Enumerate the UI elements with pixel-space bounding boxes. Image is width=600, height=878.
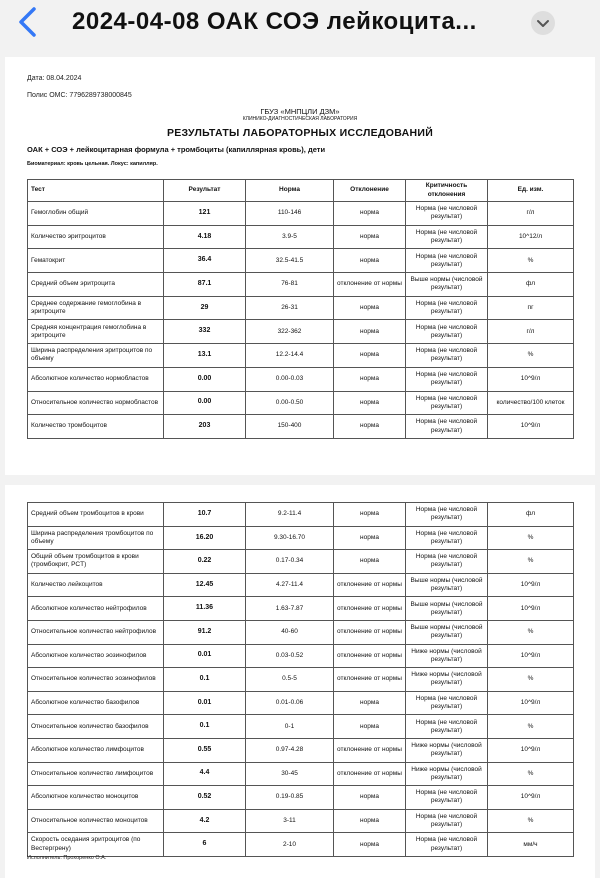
report-heading: РЕЗУЛЬТАТЫ ЛАБОРАТОРНЫХ ИССЛЕДОВАНИЙ [166,127,434,139]
unit-cell: г/л [488,202,574,226]
unit-cell: количество/100 клеток [488,391,574,415]
unit-cell: % [488,715,574,739]
table-row [28,503,574,527]
norm-cell: 40-60 [246,620,334,644]
result-cell: 4.2 [164,809,246,833]
table-row [28,550,574,574]
norm-cell: 4.27-11.4 [246,573,334,597]
criticality-cell: Норма (не числовой результат) [406,344,488,368]
criticality-cell: Норма (не числовой результат) [406,715,488,739]
criticality-cell: Выше нормы (числовой результат) [406,597,488,621]
criticality-cell: Норма (не числовой результат) [406,503,488,527]
criticality-cell: Норма (не числовой результат) [406,786,488,810]
test-name-cell: Гематокрит [28,249,164,273]
criticality-cell: Норма (не числовой результат) [406,833,488,857]
deviation-cell: отклонение от нормы [334,573,406,597]
criticality-cell: Норма (не числовой результат) [406,809,488,833]
test-name-cell: Ширина распределения тромбоцитов по объему [28,526,164,550]
table-row [28,296,574,320]
criticality-cell: Ниже нормы (числовой результат) [406,668,488,692]
result-cell: 11.36 [164,597,246,621]
result-cell: 0.00 [164,391,246,415]
deviation-cell: отклонение от нормы [334,738,406,762]
test-name-cell: Скорость оседания эритроцитов (по Вестергрену) [28,833,164,857]
test-name-cell: Абсолютное количество лимфоцитов [28,738,164,762]
criticality-cell: Выше нормы (числовой результат) [406,273,488,297]
table-row [28,367,574,391]
unit-cell: % [488,526,574,550]
test-name-cell: Абсолютное количество нормобластов [28,367,164,391]
result-cell: 203 [164,415,246,439]
result-cell: 36.4 [164,249,246,273]
column-header: Критичность отклонения [406,180,488,202]
table-row [28,202,574,226]
deviation-cell: отклонение от нормы [334,620,406,644]
table-row [28,715,574,739]
test-name-cell: Среднее содержание гемоглобина в эритроците [28,296,164,320]
unit-cell: % [488,249,574,273]
unit-cell: 10^9/л [488,597,574,621]
laboratory-name: КЛИНИКО-ДИАГНОСТИЧЕСКАЯ ЛАБОРАТОРИЯ [242,116,358,122]
column-header: Результат [164,180,246,202]
test-name-cell: Количество лейкоцитов [28,573,164,597]
result-cell: 16.20 [164,526,246,550]
column-header: Тест [28,180,164,202]
result-cell: 0.00 [164,367,246,391]
test-name-cell: Средняя концентрация гемоглобина в эритроците [28,320,164,344]
unit-cell: пг [488,296,574,320]
unit-cell: 10^9/л [488,786,574,810]
unit-cell: 10^12/л [488,225,574,249]
criticality-cell: Норма (не числовой результат) [406,526,488,550]
test-name-cell: Абсолютное количество моноцитов [28,786,164,810]
criticality-cell: Норма (не числовой результат) [406,249,488,273]
norm-cell: 0.00-0.50 [246,391,334,415]
unit-cell: фл [488,273,574,297]
norm-cell: 0.03-0.52 [246,644,334,668]
executor-name: Исполнитель: Прохоренко О.А. [27,855,107,861]
document-page-2 [5,485,595,878]
norm-cell: 26-31 [246,296,334,320]
unit-cell: 10^9/л [488,691,574,715]
deviation-cell: норма [334,691,406,715]
norm-cell: 0.00-0.03 [246,367,334,391]
deviation-cell: норма [334,715,406,739]
report-date: Дата: 08.04.2024 [27,75,82,82]
test-name-cell: Относительное количество нейтрофилов [28,620,164,644]
unit-cell: мм/ч [488,833,574,857]
deviation-cell: норма [334,367,406,391]
table-row [28,573,574,597]
unit-cell: % [488,550,574,574]
result-cell: 91.2 [164,620,246,644]
result-cell: 4.18 [164,225,246,249]
unit-cell: % [488,344,574,368]
test-name-cell: Абсолютное количество базофилов [28,691,164,715]
deviation-cell: норма [334,503,406,527]
criticality-cell: Норма (не числовой результат) [406,550,488,574]
norm-cell: 0.17-0.34 [246,550,334,574]
test-name-cell: Относительное количество моноцитов [28,809,164,833]
biomaterial-info: Биоматериал: кровь цельная. Локус: капилляр. [27,161,158,167]
result-cell: 332 [164,320,246,344]
deviation-cell: норма [334,225,406,249]
deviation-cell: норма [334,296,406,320]
table-row [28,344,574,368]
table-row [28,597,574,621]
norm-cell: 3-11 [246,809,334,833]
norm-cell: 322-362 [246,320,334,344]
chevron-left-icon [14,6,44,38]
result-cell: 0.55 [164,738,246,762]
column-header: Ед. изм. [488,180,574,202]
insurance-policy: Полис ОМС: 7796289738000845 [27,92,132,99]
test-name-cell: Количество эритроцитов [28,225,164,249]
deviation-cell: норма [334,202,406,226]
test-name-cell: Относительное количество нормобластов [28,391,164,415]
result-cell: 0.52 [164,786,246,810]
table-header-row [28,180,574,202]
test-panel-title: ОАК + СОЭ + лейкоцитарная формула + тромбоциты (капиллярная кровь), дети [27,145,326,154]
norm-cell: 2-10 [246,833,334,857]
table-row [28,620,574,644]
result-cell: 12.45 [164,573,246,597]
result-cell: 0.01 [164,691,246,715]
table-row [28,691,574,715]
test-name-cell: Ширина распределения эритроцитов по объему [28,344,164,368]
deviation-cell: норма [334,786,406,810]
deviation-cell: норма [334,415,406,439]
norm-cell: 32.5-41.5 [246,249,334,273]
norm-cell: 0.97-4.28 [246,738,334,762]
test-name-cell: Относительное количество базофилов [28,715,164,739]
norm-cell: 3.9-5 [246,225,334,249]
back-button[interactable] [14,6,44,38]
norm-cell: 0-1 [246,715,334,739]
result-cell: 121 [164,202,246,226]
table-row [28,225,574,249]
norm-cell: 0.19-0.85 [246,786,334,810]
deviation-cell: норма [334,833,406,857]
criticality-cell: Норма (не числовой результат) [406,296,488,320]
result-cell: 0.1 [164,715,246,739]
deviation-cell: норма [334,249,406,273]
nav-bar [0,0,600,44]
deviation-cell: норма [334,344,406,368]
result-cell: 13.1 [164,344,246,368]
test-name-cell: Гемоглобин общий [28,202,164,226]
norm-cell: 0.01-0.06 [246,691,334,715]
test-name-cell: Общий объем тромбоцитов в крови (тромбокрит, PCT) [28,550,164,574]
table-row [28,668,574,692]
deviation-cell: отклонение от нормы [334,273,406,297]
deviation-cell: норма [334,391,406,415]
result-cell: 6 [164,833,246,857]
criticality-cell: Норма (не числовой результат) [406,367,488,391]
deviation-cell: норма [334,320,406,344]
unit-cell: 10^9/л [488,738,574,762]
deviation-cell: отклонение от нормы [334,644,406,668]
test-name-cell: Количество тромбоцитов [28,415,164,439]
criticality-cell: Норма (не числовой результат) [406,202,488,226]
unit-cell: 10^9/л [488,415,574,439]
table-row [28,320,574,344]
table-row [28,644,574,668]
norm-cell: 110-146 [246,202,334,226]
criticality-cell: Ниже нормы (числовой результат) [406,738,488,762]
table-row [28,738,574,762]
norm-cell: 0.5-5 [246,668,334,692]
table-row [28,786,574,810]
page-title: 2024-04-08 ОАК СОЭ лейкоцита... [72,8,477,35]
criticality-cell: Норма (не числовой результат) [406,225,488,249]
criticality-cell: Норма (не числовой результат) [406,415,488,439]
table-row [28,249,574,273]
test-name-cell: Средний объем эритроцита [28,273,164,297]
unit-cell: 10^9/л [488,644,574,668]
deviation-cell: норма [334,550,406,574]
norm-cell: 76-81 [246,273,334,297]
unit-cell: 10^9/л [488,367,574,391]
unit-cell: 10^9/л [488,573,574,597]
table-body [28,202,574,439]
test-name-cell: Средний объем тромбоцитов в крови [28,503,164,527]
norm-cell: 150-400 [246,415,334,439]
result-cell: 0.01 [164,644,246,668]
table-row [28,809,574,833]
unit-cell: % [488,620,574,644]
result-cell: 87.1 [164,273,246,297]
table-body [28,503,574,857]
unit-cell: % [488,762,574,786]
criticality-cell: Выше нормы (числовой результат) [406,573,488,597]
criticality-cell: Норма (не числовой результат) [406,320,488,344]
organization-name: ГБУЗ «МНПЦЛИ ДЗМ» [260,107,340,116]
title-menu-button[interactable] [531,11,555,35]
deviation-cell: отклонение от нормы [334,762,406,786]
deviation-cell: норма [334,526,406,550]
table-row [28,833,574,857]
column-header: Отклонение [334,180,406,202]
table-row [28,526,574,550]
test-name-cell: Абсолютное количество эозинофилов [28,644,164,668]
norm-cell: 12.2-14.4 [246,344,334,368]
results-table-page-1 [27,179,574,439]
deviation-cell: отклонение от нормы [334,597,406,621]
result-cell: 4.4 [164,762,246,786]
result-cell: 0.22 [164,550,246,574]
deviation-cell: норма [334,809,406,833]
result-cell: 10.7 [164,503,246,527]
norm-cell: 9.30-16.70 [246,526,334,550]
result-cell: 29 [164,296,246,320]
test-name-cell: Относительное количество лимфоцитов [28,762,164,786]
norm-cell: 30-45 [246,762,334,786]
test-name-cell: Относительное количество эозинофилов [28,668,164,692]
unit-cell: фл [488,503,574,527]
unit-cell: % [488,668,574,692]
table-row [28,273,574,297]
column-header: Норма [246,180,334,202]
criticality-cell: Норма (не числовой результат) [406,391,488,415]
deviation-cell: отклонение от нормы [334,668,406,692]
table-row [28,391,574,415]
chevron-down-icon [531,11,555,35]
results-table-page-2 [27,502,574,857]
table-row [28,415,574,439]
criticality-cell: Ниже нормы (числовой результат) [406,644,488,668]
unit-cell: г/л [488,320,574,344]
result-cell: 0.1 [164,668,246,692]
table-row [28,762,574,786]
criticality-cell: Норма (не числовой результат) [406,691,488,715]
norm-cell: 1.63-7.87 [246,597,334,621]
criticality-cell: Выше нормы (числовой результат) [406,620,488,644]
norm-cell: 9.2-11.4 [246,503,334,527]
document-page-1 [5,57,595,475]
unit-cell: % [488,809,574,833]
criticality-cell: Ниже нормы (числовой результат) [406,762,488,786]
test-name-cell: Абсолютное количество нейтрофилов [28,597,164,621]
